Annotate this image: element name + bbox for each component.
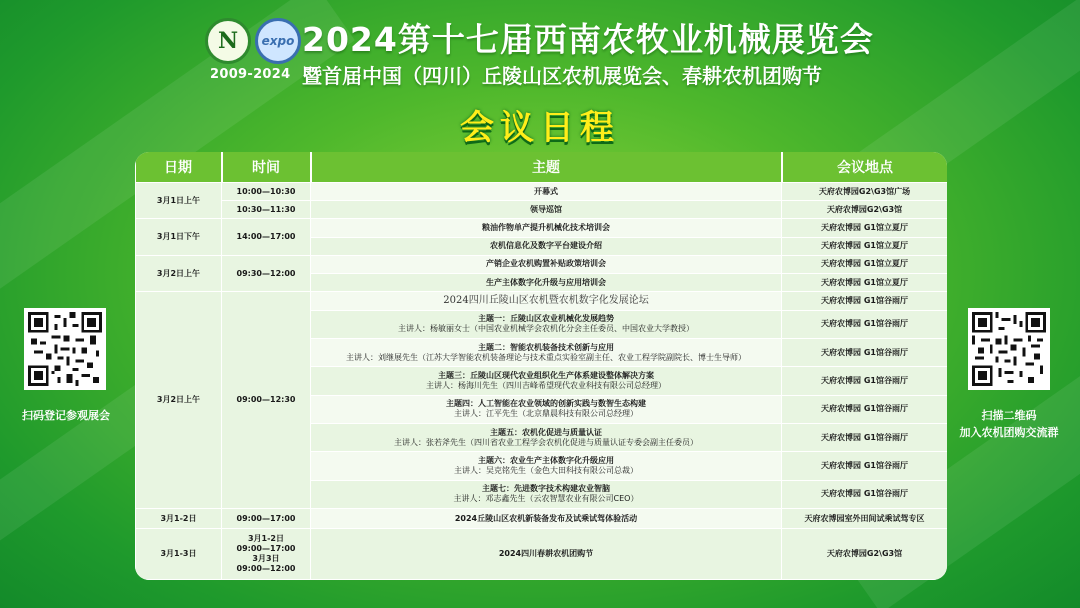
location-cell: 天府农博园 G1馆谷雨厅 <box>782 480 948 508</box>
topic-cell <box>311 310 782 338</box>
topic-cell: 2024四川春耕农机团购节 <box>311 529 782 580</box>
header-location: 会议地点 <box>782 152 948 183</box>
speaker-line: 主讲人：杨海川先生（四川吉峰希望现代农业科技有限公司总经理） <box>426 380 666 390</box>
time-cell: 10:00—10:30 <box>222 183 311 201</box>
speaker-line: 主讲人：杨敏丽女士（中国农业机械学会农机化分会主任委员、中国农业大学教授） <box>398 324 694 334</box>
time-cell: 14:00—17:00 <box>222 219 311 255</box>
header-topic: 主题 <box>311 152 782 183</box>
speaker-line: 主讲人：刘继展先生（江苏大学智能农机装备理论与技术重点实验室副主任、农业工程学院副院长、博士生导师） <box>346 352 746 362</box>
table-row <box>136 201 948 219</box>
topic-cell: 粮油作物单产提升机械化技术培训会 <box>311 219 782 237</box>
expo-logos <box>205 18 315 72</box>
date-cell: 3月2日上午 <box>136 292 222 509</box>
date-cell: 3月1-3日 <box>136 529 222 580</box>
location-cell: 天府农博园 G1馆谷雨厅 <box>782 292 948 310</box>
time-cell: 10:30—11:30 <box>222 201 311 219</box>
group-qr-caption-line1: 扫描二维码 <box>981 409 1037 422</box>
topic-cell <box>311 367 782 395</box>
topic-cell <box>311 452 782 480</box>
table-row <box>136 183 948 201</box>
table-row <box>136 292 948 310</box>
time-line: 3月1-2日 <box>247 534 285 544</box>
topic-cell: 农机信息化及数字平台建设介绍 <box>311 237 782 255</box>
time-cell: 09:30—12:00 <box>222 255 311 291</box>
topic-cell: 2024丘陵山区农机新装备发布及试乘试驾体验活动 <box>311 508 782 528</box>
location-cell: 天府农博园室外田间试乘试驾专区 <box>782 508 948 528</box>
sub-title: 暨首届中国（四川）丘陵山区农机展览会、春耕农机团购节 <box>302 64 822 88</box>
years-label: 2009-2024 <box>210 67 291 82</box>
expo-logo: expo <box>255 18 301 64</box>
group-qr-caption <box>950 408 1068 441</box>
table-row <box>136 529 948 580</box>
qr-code-icon <box>972 312 1046 386</box>
header <box>0 0 1080 150</box>
forum-title-cell: 2024四川丘陵山区农机暨农机数字化发展论坛 <box>311 292 782 310</box>
topic-cell <box>311 480 782 508</box>
topic-title: 主题四：人工智能在农业领域的创新实践与数智生态构建 <box>446 399 646 409</box>
speaker-line: 主讲人：张若斧先生（四川省农业工程学会农机化促进与质量认证专委会副主任委员） <box>394 437 698 447</box>
topic-title: 主题一：丘陵山区农业机械化发展趋势 <box>478 314 614 324</box>
location-cell: 天府农博园G2\G3馆 <box>782 529 948 580</box>
location-cell: 天府农博园 G1馆立夏厅 <box>782 255 948 273</box>
location-cell: 天府农博园 G1馆谷雨厅 <box>782 423 948 451</box>
topic-title: 主题二：智能农机装备技术创新与应用 <box>478 342 614 352</box>
topic-cell: 开幕式 <box>311 183 782 201</box>
location-cell: 天府农博园 G1馆谷雨厅 <box>782 310 948 338</box>
group-qr-caption-line2: 加入农机团购交流群 <box>959 425 1059 439</box>
topic-title: 主题七：先进数字技术构建农业智脑 <box>482 484 610 494</box>
topic-cell: 产销企业农机购置补贴政策培训会 <box>311 255 782 273</box>
table-header-row <box>136 152 948 183</box>
topic-cell <box>311 338 782 366</box>
time-cell: 09:00—17:00 <box>222 508 311 528</box>
topic-cell: 生产主体数字化升级与应用培训会 <box>311 274 782 292</box>
location-cell: 天府农博园 G1馆立夏厅 <box>782 237 948 255</box>
topic-cell: 领导巡馆 <box>311 201 782 219</box>
topic-title: 主题五：农机化促进与质量认证 <box>490 427 602 437</box>
exhibition-logo: N <box>205 18 251 64</box>
location-cell: 天府农博园 G1馆立夏厅 <box>782 274 948 292</box>
time-line: 09:00—12:00 <box>236 564 296 574</box>
topic-title: 主题三：丘陵山区现代农业组织化生产体系建设整体解决方案 <box>438 370 654 380</box>
time-cell <box>222 529 311 580</box>
date-cell: 3月1-2日 <box>136 508 222 528</box>
header-time: 时间 <box>222 152 311 183</box>
group-qr-code[interactable] <box>968 308 1050 390</box>
qr-code-icon <box>28 312 102 386</box>
location-cell: 天府农博园 G1馆谷雨厅 <box>782 452 948 480</box>
table-row <box>136 508 948 528</box>
time-line: 09:00—17:00 <box>236 544 296 554</box>
schedule-title: 会议日程 <box>460 108 620 148</box>
location-cell: 天府农博园 G1馆谷雨厅 <box>782 395 948 423</box>
main-title: 2024第十七届西南农牧业机械展览会 <box>302 20 874 59</box>
topic-cell <box>311 423 782 451</box>
location-cell: 天府农博园 G1馆谷雨厅 <box>782 367 948 395</box>
time-cell: 09:00—12:30 <box>222 292 311 509</box>
location-cell: 天府农博园G2\G3馆广场 <box>782 183 948 201</box>
header-date: 日期 <box>136 152 222 183</box>
table-row <box>136 255 948 273</box>
date-cell: 3月1日下午 <box>136 219 222 255</box>
location-cell: 天府农博园G2\G3馆 <box>782 201 948 219</box>
registration-qr-caption: 扫码登记参观展会 <box>22 409 110 422</box>
table-row <box>136 219 948 237</box>
topic-title: 主题六：农业生产主体数字化升级应用 <box>478 455 614 465</box>
location-cell: 天府农博园 G1馆谷雨厅 <box>782 338 948 366</box>
registration-qr-code[interactable] <box>24 308 106 390</box>
speaker-line: 主讲人：吴克铭先生（金色大田科技有限公司总裁） <box>454 465 638 475</box>
topic-cell <box>311 395 782 423</box>
speaker-line: 主讲人：江平先生（北京鼎晨科技有限公司总经理） <box>454 409 638 419</box>
location-cell: 天府农博园 G1馆立夏厅 <box>782 219 948 237</box>
schedule-table <box>135 152 947 580</box>
speaker-line: 主讲人：邓志鑫先生（云农智慧农业有限公司CEO） <box>453 494 639 504</box>
time-line: 3月3日 <box>252 554 280 564</box>
date-cell: 3月2日上午 <box>136 255 222 291</box>
date-cell: 3月1日上午 <box>136 183 222 219</box>
